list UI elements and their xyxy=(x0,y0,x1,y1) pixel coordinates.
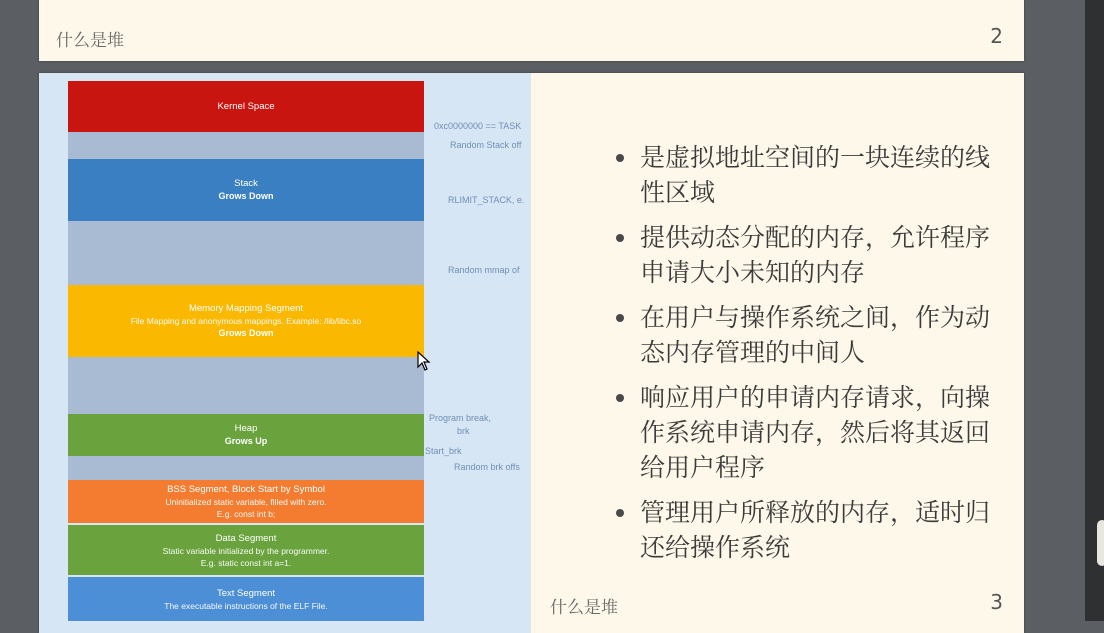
scrollbar-handle[interactable] xyxy=(1097,520,1104,566)
text-segment-label: Text Segment xyxy=(216,587,276,599)
rlimit-stack-annotation: RLIMIT_STACK, e. xyxy=(448,195,525,205)
random-stack-offset-gap xyxy=(68,132,424,159)
random-brk-offset-annotation: Random brk offs xyxy=(454,462,520,472)
slide-page-number: 2 xyxy=(990,24,1003,48)
mouse-cursor-icon xyxy=(417,351,431,371)
stack-label: Stack xyxy=(234,178,258,189)
mmap-label: Memory Mapping Segment xyxy=(188,303,304,314)
bullet-item: 管理用户所释放的内存，适时归还给操作系统 xyxy=(614,495,1004,565)
heap-definition-list xyxy=(614,140,1004,575)
random-mmap-offset-annotation: Random mmap of xyxy=(448,265,520,275)
program-break-annotation: Program break, xyxy=(429,413,492,423)
bullet-item: 是虚拟地址空间的一块连续的线性区域 xyxy=(614,140,1004,210)
slide-footer-title: 什么是堆 xyxy=(56,31,124,51)
data-example: E.g. static const int a=1. xyxy=(200,557,292,568)
heap-label: Heap xyxy=(234,423,258,434)
bullet-item: 提供动态分配的内存，允许程序申请大小未知的内存 xyxy=(614,220,1004,290)
memory-layout-diagram xyxy=(39,73,531,633)
data-label: Data Segment xyxy=(215,532,277,544)
heap-grows-label: Grows Up xyxy=(224,436,268,446)
random-stack-offset-annotation: Random Stack off xyxy=(450,140,522,150)
bullet-item: 在用户与操作系统之间，作为动态内存管理的中间人 xyxy=(614,300,1004,370)
bss-label: BSS Segment, Block Start by Symbol xyxy=(167,484,325,495)
window-edge xyxy=(1085,0,1104,621)
mmap-heap-gap xyxy=(68,357,424,414)
heap-segment xyxy=(68,414,424,456)
task-size-annotation: 0xc0000000 == TASK xyxy=(434,121,522,131)
stack-segment xyxy=(68,159,424,221)
slide-page-number: 3 xyxy=(990,590,1003,614)
slide-3 xyxy=(39,73,1024,633)
mmap-description: File Mapping and anonymous mappings. Example: /lib/libc.so xyxy=(130,316,362,326)
slide-footer-title: 什么是堆 xyxy=(550,598,618,618)
memory-mapping-segment xyxy=(68,285,424,357)
random-brk-offset-gap xyxy=(68,456,424,480)
brk-annotation: brk xyxy=(457,426,470,436)
bullet-item: 响应用户的申请内存请求，向操作系统申请内存，然后将其返回给用户程序 xyxy=(614,380,1004,485)
bss-description: Uninitialized static variable, filled with zero. xyxy=(165,497,327,507)
bss-example: E.g. const int b; xyxy=(216,509,276,519)
start-brk-annotation: Start_brk xyxy=(425,446,462,456)
kernel-space-label: Kernel Space xyxy=(217,101,275,112)
kernel-space-segment xyxy=(68,81,424,132)
stack-grows-label: Grows Down xyxy=(218,191,274,201)
data-segment xyxy=(68,525,424,575)
bss-segment xyxy=(68,480,424,523)
text-segment-description: The executable instructions of the ELF File. xyxy=(164,600,328,611)
text-segment xyxy=(68,577,424,621)
stack-mmap-gap xyxy=(68,221,424,285)
data-description: Static variable initialized by the programmer. xyxy=(162,545,330,556)
mmap-grows-label: Grows Down xyxy=(218,328,274,338)
slide-2 xyxy=(39,0,1024,61)
